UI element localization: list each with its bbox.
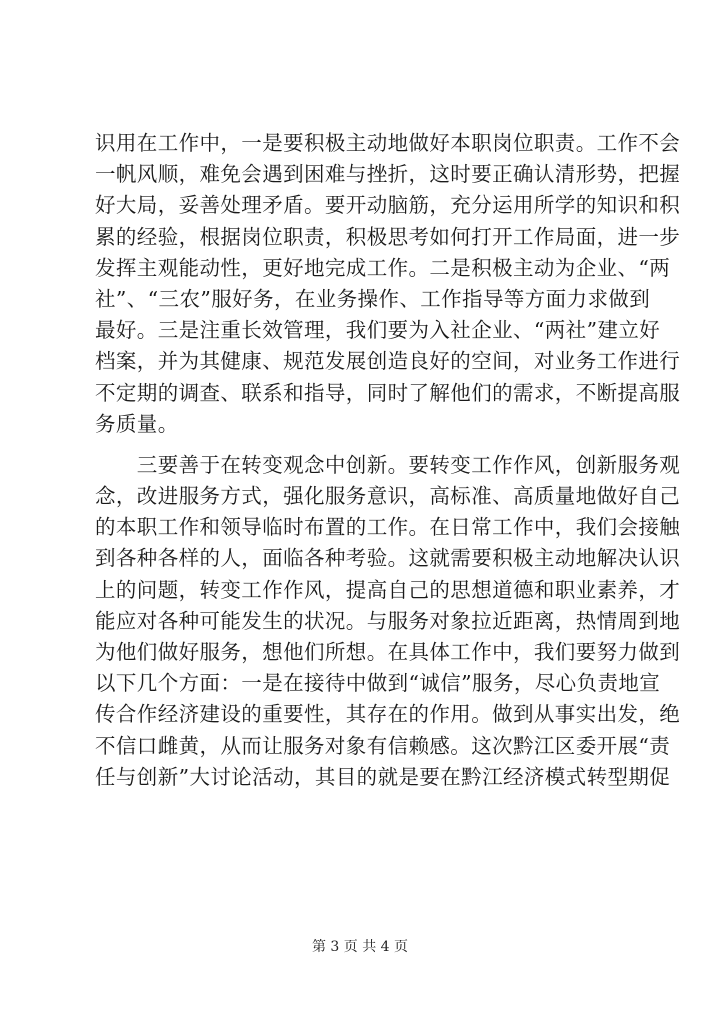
text-line: 务质量。 [95, 411, 179, 436]
text-line: 传合作经济建设的重要性，其存在的作用。做到从事实出发，绝 [95, 702, 681, 727]
text-line: 累的经验，根据岗位职责，积极思考如何打开工作局面，进一步 [95, 224, 681, 249]
text-line: 档案，并为其健康、规范发展创造良好的空间，对业务工作进行 [95, 349, 681, 374]
text-line: 识用在工作中，一是要积极主动地做好本职岗位职责。工作不会 [95, 131, 681, 155]
document-body [95, 128, 681, 793]
text-line: 为他们做好服务，想他们所想。在具体工作中，我们要努力做到 [95, 640, 681, 664]
text-line: 能应对各种可能发生的状况。与服务对象拉近距离，热情周到地 [95, 608, 681, 633]
text-line: 的本职工作和领导临时布置的工作。在日常工作中，我们会接触 [95, 515, 681, 540]
text-line: 好大局，妥善处理矛盾。要开动脑筋，充分运用所学的知识和积 [95, 193, 681, 218]
text-line: 不定期的调查、联系和指导，同时了解他们的需求，不断提高服 [95, 380, 681, 405]
page-number-footer: 第 3 页 共 4 页 [311, 939, 409, 955]
text-line: 不信口雌黄，从而让服务对象有信赖感。这次黔江区委开展“责 [95, 733, 671, 758]
text-line: 三要善于在转变观念中创新。要转变工作作风，创新服务观 [95, 452, 681, 477]
text-line: 以下几个方面：一是在接待中做到“诚信”服务，尽心负责地宣 [95, 671, 661, 696]
paragraph-2 [95, 450, 681, 793]
text-line: 一帆风顺，难免会遇到困难与挫折，这时要正确认清形势，把握 [95, 162, 681, 187]
text-line: 最好。三是注重长效管理，我们要为入社企业、“两社”建立好 [95, 318, 661, 343]
text-line: 任与创新”大讨论活动，其目的就是要在黔江经济模式转型期促 [95, 764, 671, 789]
text-line: 念，改进服务方式，强化服务意识，高标准、高质量地做好自己 [95, 484, 681, 509]
text-line: 到各种各样的人，面临各种考验。这就需要积极主动地解决认识 [95, 546, 681, 571]
text-line: 社”、“三农”服好务，在业务操作、工作指导等方面力求做到 [95, 286, 651, 311]
paragraph-1 [95, 128, 681, 440]
text-line: 上的问题，转变工作作风，提高自己的思想道德和职业素养，才 [95, 577, 681, 602]
text-line: 发挥主观能动性，更好地完成工作。二是积极主动为企业、“两 [95, 255, 671, 280]
